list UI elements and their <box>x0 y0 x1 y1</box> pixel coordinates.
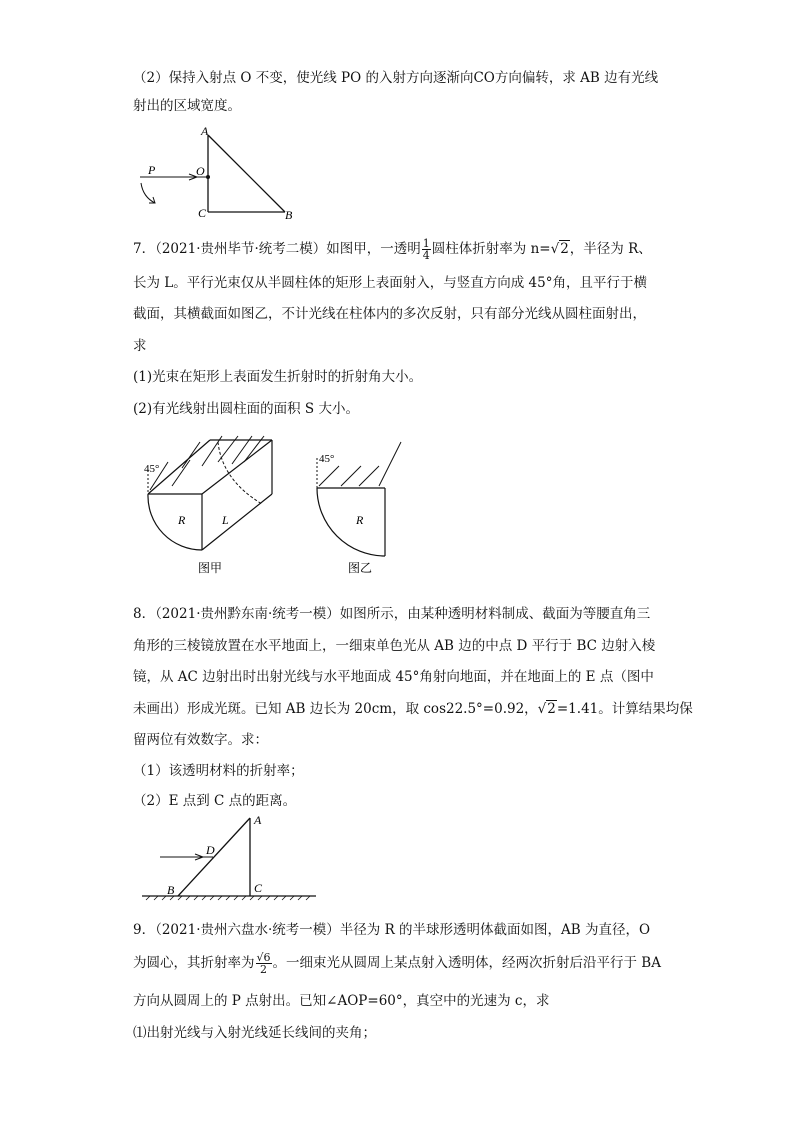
q7-jia-label-L: L <box>222 513 229 527</box>
q7-jia-dashed-arc <box>218 442 262 504</box>
q6-label-A: A <box>201 125 209 138</box>
q7-line2: 长为 L。平行光束仅从半圆柱体的矩形上表面射入，与竖直方向成 45°角，且平行于横 <box>133 275 647 291</box>
q8-prism-figure <box>140 810 320 905</box>
q7-figure-jia <box>140 432 300 577</box>
q8-sqrt-sign: √ <box>537 701 547 717</box>
q6-rotation-arrow <box>141 183 155 203</box>
q7-line3: 截面，其横截面如图乙，不计光线在柱体内的多次反射，只有部分光线从圆柱面射出， <box>133 306 646 322</box>
q6-prism-figure <box>135 125 305 225</box>
q9-frac-num: √6 <box>256 951 271 964</box>
q7-figure-yi <box>305 432 415 577</box>
q8-line3: 镜，从 AC 边射出时出射光线与水平地面成 45°角射向地面，并在地面上的 E 点（图中 <box>133 669 654 685</box>
q8-line5: 留两位有效数字。求： <box>133 732 268 748</box>
q9-line1: 9．（2021·贵州六盘水·统考一模）半径为 R 的半球形透明体截面如图，AB 为直径，O <box>133 922 651 938</box>
q7-fraction <box>422 238 431 261</box>
q7-jia-rays <box>150 436 264 490</box>
q6-label-C: C <box>198 206 207 220</box>
q7-line4: 求 <box>133 338 147 354</box>
q8-line2: 角形的三棱镜放置在水平地面上，一细束单色光从 AB 边的中点 D 平行于 BC 边射入棱 <box>133 638 656 654</box>
q7-line1-b: 圆柱体折射率为 n= <box>431 241 551 257</box>
q7-jia-angle: 45° <box>144 463 160 475</box>
q7-sub2: (2)有光线射出圆柱面的面积 S 大小。 <box>133 401 359 417</box>
q9-line2 <box>133 952 661 975</box>
q6-label-O: O <box>196 164 205 178</box>
q9-fraction <box>256 952 272 975</box>
q8-label-D: D <box>206 843 215 857</box>
q8-sub2: （2）E 点到 C 点的距离。 <box>133 793 297 809</box>
q7-jia-caption: 图甲 <box>198 561 223 575</box>
q7-frac-num: 1 <box>422 237 430 250</box>
q7-yi-angle: 45° <box>319 453 335 465</box>
q7-jia-label-R: R <box>178 513 186 527</box>
q8-line4-a: 未画出）形成光斑。已知 AB 边长为 20cm，取 cos22.5°=0.92， <box>133 701 538 717</box>
q7-yi-label-R: R <box>356 513 364 527</box>
q6-edge-AB <box>208 135 285 212</box>
q7-line1-a: 7．（2021·贵州毕节·统考二模）如图甲，一透明 <box>133 241 421 257</box>
q7-sub1: (1)光束在矩形上表面发生折射时的折射角大小。 <box>133 369 423 385</box>
q7-frac-den: 4 <box>422 249 430 262</box>
q8-sqrt-value: 2 <box>547 701 556 717</box>
q8-sub1: （1）该透明材料的折射率； <box>133 763 304 779</box>
q8-label-A: A <box>254 813 262 827</box>
q7-sqrt-sign: √ <box>550 241 560 257</box>
q7-line1-c: ，半径为 R、 <box>569 241 652 257</box>
q7-sqrt-value: 2 <box>560 241 569 257</box>
q9-sub1: ⑴出射光线与入射光线延长线间的夹角； <box>133 1025 376 1041</box>
q6-part2-text-cont: 射出的区域宽度。 <box>133 98 241 114</box>
q7-jia-bottom-edge <box>202 494 272 550</box>
q7-jia-top-right <box>202 440 272 494</box>
q6-part2-text: （2）保持入射点 O 不变，使光线 PO 的入射方向逐渐向CO方向偏转，求 AB 边有光线 <box>133 70 659 86</box>
q8-line1: 8．（2021·贵州黔东南·统考一模）如图所示，由某种透明材料制成、截面为等腰直角三 <box>133 606 651 622</box>
q7-yi-caption: 图乙 <box>348 561 373 575</box>
q6-point-O <box>206 175 210 179</box>
q7-yi-arc <box>317 488 385 556</box>
q8-line4 <box>133 699 693 719</box>
q8-label-B: B <box>167 883 175 897</box>
q9-line3: 方向从圆周上的 P 点射出。已知∠AOP=60°，真空中的光速为 c，求 <box>133 993 550 1009</box>
q7-line1 <box>133 238 652 261</box>
q7-jia-front-arc <box>148 494 202 550</box>
q6-label-B: B <box>285 208 293 222</box>
q9-line2-b: 。一细束光从圆周上某点射入透明体，经两次折射后沿平行于 BA <box>272 955 661 971</box>
q9-frac-den: 2 <box>260 963 267 976</box>
q8-line4-b: =1.41。计算结果均保 <box>556 701 693 717</box>
q9-line2-a: 为圆心，其折射率为 <box>133 955 255 971</box>
q8-label-C: C <box>254 881 263 895</box>
q6-label-P: P <box>148 163 156 177</box>
